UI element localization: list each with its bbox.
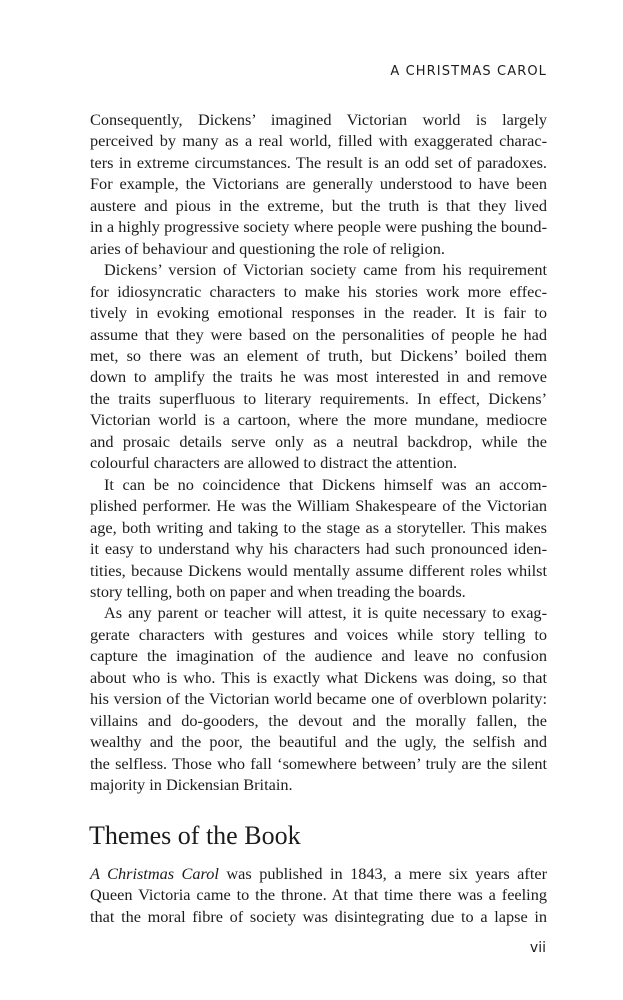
text-line: austere and pious in the extreme, but the truth is that they lived bbox=[90, 195, 547, 215]
page-number: vii bbox=[529, 940, 546, 956]
text-line: assume that they were based on the personalities of people he had bbox=[90, 324, 547, 344]
text-line: met, so there was an element of truth, but Dickens’ boiled them bbox=[90, 345, 547, 365]
text-line: aries of behaviour and questioning the role of religion. bbox=[90, 238, 445, 258]
text-line: tities, because Dickens would mentally assume different roles whilst bbox=[90, 560, 547, 580]
text-line: gerate characters with gestures and voices while story telling to bbox=[90, 624, 547, 644]
text-line: in a highly progressive society where people were pushing the bound- bbox=[90, 217, 547, 237]
text-line: about who is who. This is exactly what Dickens was doing, so that bbox=[90, 667, 547, 687]
text-line: and prosaic details serve only as a neutral backdrop, while the bbox=[90, 431, 547, 451]
text-line: plished performer. He was the William Shakespeare of the Victorian bbox=[90, 496, 547, 516]
text-line: perceived by many as a real world, filled with exaggerated charac- bbox=[90, 131, 547, 151]
text-line: Consequently, Dickens’ imagined Victorian world is largely bbox=[90, 110, 547, 129]
text-line: tively in evoking emotional responses in the reader. It is fair to bbox=[90, 303, 547, 323]
running-head: A CHRISTMAS CAROL bbox=[390, 64, 547, 79]
book-title: A Christmas Carol bbox=[90, 864, 219, 883]
text-line: For example, the Victorians are generally understood to have been bbox=[90, 174, 547, 194]
section-text bbox=[90, 863, 547, 927]
text-line: villains and do-gooders, the devout and the morally fallen, the bbox=[90, 710, 547, 730]
text-line: It can be no coincidence that Dickens himself was an accom- bbox=[104, 474, 547, 494]
text-line: the selfless. Those who fall ‘somewhere between’ truly are the silent bbox=[90, 753, 547, 773]
section-heading: Themes of the Book bbox=[89, 821, 301, 850]
text-line: it easy to understand why his characters had such pronounced iden- bbox=[90, 539, 547, 559]
body-text bbox=[90, 109, 547, 796]
text-line: that the moral fibre of society was disintegrating due to a lapse in bbox=[90, 906, 547, 926]
text-line: colourful characters are allowed to distract the attention. bbox=[90, 453, 458, 473]
text-line: down to amplify the traits he was most interested in and remove bbox=[90, 367, 547, 387]
text-line: majority in Dickensian Britain. bbox=[90, 775, 293, 795]
text-line: Victorian world is a cartoon, where the more mundane, mediocre bbox=[90, 410, 547, 430]
text-line: his version of the Victorian world became one of overblown polarity: bbox=[90, 689, 547, 709]
text-line: age, both writing and taking to the stage as a storyteller. This makes bbox=[90, 517, 547, 537]
text-line: the traits superfluous to literary requirements. In effect, Dickens’ bbox=[90, 388, 547, 408]
text-line: ters in extreme circumstances. The result is an odd set of paradoxes. bbox=[90, 152, 547, 172]
text-line: Dickens’ version of Victorian society came from his requirement bbox=[104, 260, 547, 280]
text-line: story telling, both on paper and when treading the boards. bbox=[90, 581, 466, 601]
text-line: capture the imagination of the audience and leave no confusion bbox=[90, 646, 547, 666]
text-line: wealthy and the poor, the beautiful and the ugly, the selfish and bbox=[90, 732, 547, 752]
text-fragment: was published in 1843, a mere six years after bbox=[218, 864, 547, 883]
text-line: Queen Victoria came to the throne. At that time there was a feeling bbox=[90, 885, 547, 905]
text-line: for idiosyncratic characters to make his stories work more effec- bbox=[90, 281, 547, 301]
text-line bbox=[90, 863, 547, 884]
text-line: As any parent or teacher will attest, it is quite necessary to exag- bbox=[104, 603, 547, 623]
